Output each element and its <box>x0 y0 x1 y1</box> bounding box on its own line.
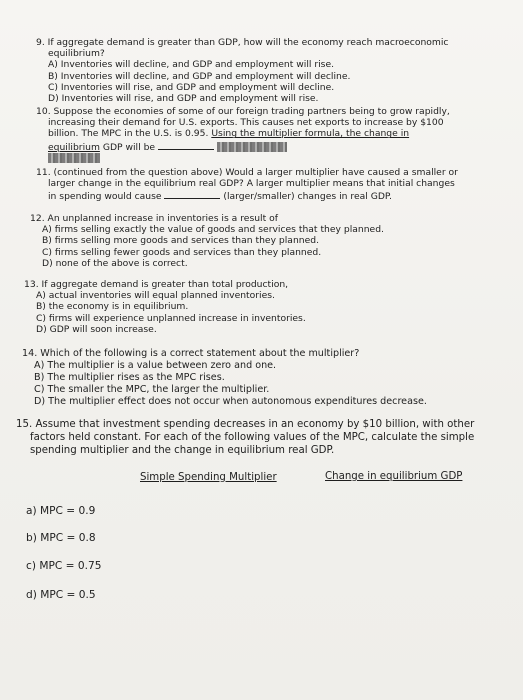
question-10 <box>36 106 506 164</box>
q12-option-c: C) firms selling fewer goods and services than they planned. <box>42 246 322 258</box>
q14-option-a: A) The multiplier is a value between zero and one. <box>34 360 277 371</box>
question-15 <box>16 418 516 457</box>
q9-stem-line2: equilibrium? <box>48 48 105 60</box>
q12-option-d: D) none of the above is correct. <box>42 257 188 269</box>
q14-option-c: C) The smaller the MPC, the larger the multiplier. <box>34 384 270 395</box>
q13-option-c: C) firms will experience unplanned increase in inventories. <box>36 312 306 324</box>
handwriting-smudge-2 <box>48 153 100 163</box>
q11-line2: larger change in the equilibrium real GDP? A larger multiplier means that initial changes <box>48 178 455 190</box>
q11-line3a: in spending would cause <box>48 191 162 203</box>
q10-line1: 10. Suppose the economies of some of our foreign trading partners being to grow rapidly, <box>36 106 450 117</box>
column-header-multiplier: Simple Spending Multiplier <box>140 472 277 483</box>
q15-line1: 15. Assume that investment spending decreases in an economy by $10 billion, with other <box>16 419 475 430</box>
q9-stem-line1: 9. If aggregate demand is greater than GDP, how will the economy reach macroeconomic <box>36 37 449 48</box>
q10-line4b: GDP will be <box>99 141 156 153</box>
q10-answer-blank[interactable] <box>158 140 214 150</box>
q11-line3b: (larger/smaller) changes in real GDP. <box>223 191 392 203</box>
q10-line2: increasing their demand for U.S. exports. This causes net exports to increase by $100 <box>48 117 444 129</box>
question-14 <box>22 348 512 408</box>
column-header-gdp-change: Change in equilibrium GDP <box>325 471 463 482</box>
q9-option-c: C) Inventories will rise, and GDP and employment will decline. <box>48 81 335 93</box>
question-13 <box>24 279 494 335</box>
q11-answer-blank[interactable] <box>164 189 220 199</box>
q9-option-b: B) Inventories will decline, and GDP and employment will decline. <box>48 70 351 82</box>
q13-option-a: A) actual inventories will equal planned inventories. <box>36 290 275 302</box>
q15-line2: factors held constant. For each of the following values of the MPC, calculate the simple <box>30 432 475 443</box>
question-9 <box>36 37 506 104</box>
question-12 <box>30 213 500 269</box>
q14-option-b: B) The multiplier rises as the MPC rises. <box>34 372 225 383</box>
q10-line3a: billion. The MPC in the U.S. is 0.95. <box>48 128 212 140</box>
q15-line3: spending multiplier and the change in equilibrium real GDP. <box>30 445 335 456</box>
question-11 <box>36 167 510 203</box>
handwriting-smudge <box>217 142 287 152</box>
q9-option-d: D) Inventories will rise, and GDP and employment will rise. <box>48 93 319 105</box>
q12-option-b: B) firms selling more goods and services than they planned. <box>42 235 319 247</box>
q13-option-d: D) GDP will soon increase. <box>36 323 157 335</box>
q15-part-b: b) MPC = 0.8 <box>26 532 96 544</box>
q10-line4a: equilibrium <box>48 141 100 153</box>
q13-stem: 13. If aggregate demand is greater than total production, <box>24 279 289 290</box>
q12-stem: 12. An unplanned increase in inventories is a result of <box>30 213 278 224</box>
q14-option-d: D) The multiplier effect does not occur when autonomous expenditures decrease. <box>34 396 427 407</box>
q11-line1: 11. (continued from the question above) Would a larger multiplier have caused a smaller or <box>36 167 458 178</box>
q15-part-c: c) MPC = 0.75 <box>26 560 102 572</box>
q12-option-a: A) firms selling exactly the value of goods and services that they planned. <box>42 224 384 236</box>
q14-stem: 14. Which of the following is a correct statement about the multiplier? <box>22 348 360 359</box>
q15-part-a: a) MPC = 0.9 <box>26 505 96 517</box>
q13-option-b: B) the economy is in equilibrium. <box>36 301 189 313</box>
q9-option-a: A) Inventories will decline, and GDP and employment will rise. <box>48 59 335 71</box>
q15-part-d: d) MPC = 0.5 <box>26 589 96 601</box>
q10-line3b: Using the multiplier formula, the change in <box>211 128 410 140</box>
